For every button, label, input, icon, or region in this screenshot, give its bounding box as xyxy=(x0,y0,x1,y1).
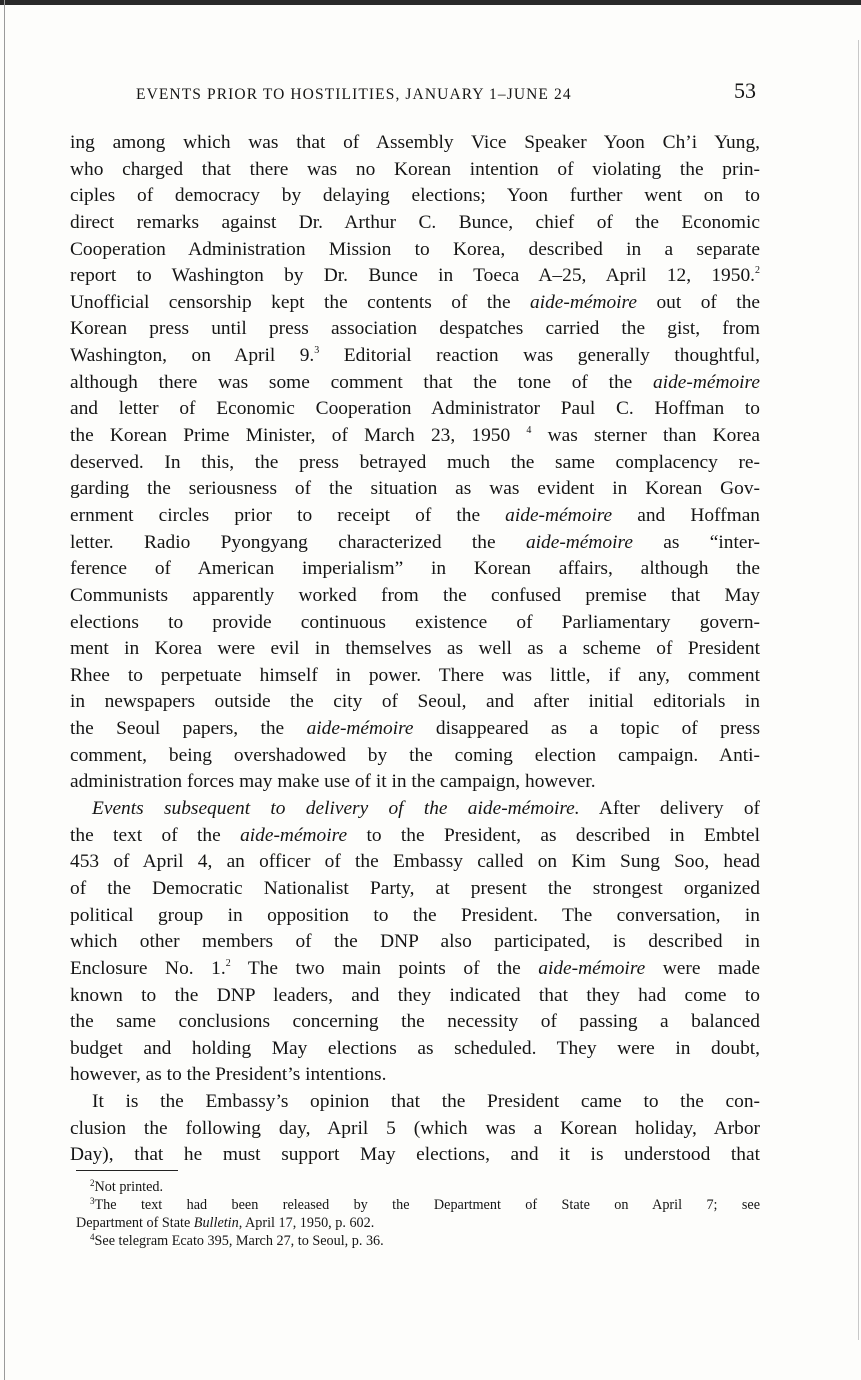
text-line: the same conclusions concerning the necessity of passing a balanced xyxy=(70,1011,760,1033)
text-line xyxy=(70,290,760,317)
footnote xyxy=(76,1232,760,1250)
footnote xyxy=(76,1196,760,1214)
text-line: of the Democratic Nationalist Party, at present the strongest organized xyxy=(70,877,760,899)
text-line: ciples of democracy by delaying elections; Yoon further went on to xyxy=(70,185,760,207)
footnote-text: See telegram Ecato 395, March 27, to Seoul, p. 36. xyxy=(94,1233,384,1249)
line-text: letter. Radio Pyongyang characterized the xyxy=(70,531,526,553)
page-left-edge xyxy=(4,0,5,1380)
text-line xyxy=(70,956,760,983)
line-text: out of the xyxy=(637,291,760,313)
text-line: and letter of Economic Cooperation Administrator Paul C. Hoffman to xyxy=(70,398,760,420)
italic-term: aide-mémoire xyxy=(525,531,633,553)
footnote-mark: 4 xyxy=(90,1232,95,1242)
line-text: the Seoul papers, the xyxy=(70,718,307,740)
italic-term: aide-mémoire xyxy=(530,291,637,313)
footnote xyxy=(76,1178,760,1196)
italic-term: aide-mémoire xyxy=(306,718,414,740)
line-text: Editorial reaction was generally thoughtful, xyxy=(319,345,760,367)
line-text: to the President, as described in Embtel xyxy=(347,824,760,846)
footnote-text: The text had been released by the Department of State on April 7; see xyxy=(94,1197,760,1213)
text-line: direct remarks against Dr. Arthur C. Bunce, chief of the Economic xyxy=(70,211,760,233)
text-line: ment in Korea were evil in themselves as well as a scheme of President xyxy=(70,638,760,660)
text-line: Day), that he must support May elections, and it is understood that xyxy=(70,1144,760,1166)
text-line xyxy=(70,823,760,850)
footnote-rule xyxy=(76,1170,178,1171)
text-line: which other members of the DNP also participated, is described in xyxy=(70,931,760,953)
line-text: After delivery of xyxy=(579,798,760,820)
footnote-mark: 2 xyxy=(90,1178,95,1188)
line-text: report to Washington by Dr. Bunce in Toeca A–25, April 12, 1950. xyxy=(70,265,755,287)
text-line: ing among which was that of Assembly Vice Speaker Yoon Ch’i Yung, xyxy=(70,132,760,153)
footnote-ref: 2 xyxy=(755,265,760,277)
footnotes xyxy=(76,1178,760,1250)
text-line: administration forces may make use of it in the campaign, however. xyxy=(70,771,596,793)
text-line: deserved. In this, the press betrayed much the same complacency re- xyxy=(70,451,760,473)
text-line: known to the DNP leaders, and they indicated that they had come to xyxy=(70,984,760,1006)
text-line: ference of American imperialism” in Korean affairs, although the xyxy=(70,558,760,580)
text-line: clusion the following day, April 5 (which was a Korean holiday, Arbor xyxy=(70,1117,760,1139)
text-line: Cooperation Administration Mission to Korea, described in a separate xyxy=(70,238,760,260)
text-line xyxy=(70,716,760,743)
line-text: disappeared as a topic of press xyxy=(413,718,760,740)
line-text: as “inter- xyxy=(632,531,760,553)
line-text: The two main points of the xyxy=(230,957,539,979)
line-text: Washington, on April 9. xyxy=(70,345,315,367)
text-line: 453 of April 4, an officer of the Embassy called on Kim Sung Soo, head xyxy=(70,851,760,873)
footnote-ref: 3 xyxy=(314,345,320,357)
italic-term: aide-mémoire xyxy=(653,371,760,393)
text-line: who charged that there was no Korean intention of violating the prin- xyxy=(70,158,760,180)
text-line xyxy=(70,370,760,397)
text-line: elections to provide continuous existence of Parliamentary govern- xyxy=(70,611,760,633)
line-text: although there was some comment that the tone of the xyxy=(70,371,654,393)
text-line xyxy=(70,263,760,290)
running-head: EVENTS PRIOR TO HOSTILITIES, JANUARY 1–JUNE 24 xyxy=(136,86,572,103)
text-line xyxy=(70,530,760,557)
page-right-edge xyxy=(858,40,859,1340)
text-line: It is the Embassy’s opinion that the President came to the con- xyxy=(92,1091,760,1113)
text-line: however, as to the President’s intentions. xyxy=(70,1064,387,1086)
line-text: were made xyxy=(645,957,760,979)
body-text xyxy=(70,130,760,1169)
line-text: ernment circles prior to receipt of the xyxy=(70,504,506,526)
section-heading: Events subsequent to delivery of the aide-mémoire. xyxy=(92,798,580,820)
page-top-border xyxy=(0,0,861,5)
text-line: garding the seriousness of the situation as was evident in Korean Gov- xyxy=(70,478,760,500)
page-number: 53 xyxy=(734,78,756,103)
footnote-text: Department of State xyxy=(76,1215,194,1231)
line-text: Unofficial censorship kept the contents of the xyxy=(70,291,531,313)
italic-term: aide-mémoire xyxy=(538,957,646,979)
line-text: was sterner than Korea xyxy=(531,425,760,447)
footnote-text: Not printed. xyxy=(94,1179,164,1195)
italic-term: Bulletin xyxy=(193,1215,239,1231)
line-text: Enclosure No. 1. xyxy=(70,957,226,979)
footnote-ref: 4 xyxy=(526,425,532,437)
text-line: Korean press until press association despatches carried the gist, from xyxy=(70,318,760,340)
text-line: budget and holding May elections as scheduled. They were in doubt, xyxy=(70,1037,760,1059)
text-line xyxy=(70,343,760,370)
line-text: and Hoffman xyxy=(612,504,760,526)
text-line xyxy=(70,423,760,450)
footnote-mark: 3 xyxy=(90,1196,95,1206)
italic-term: aide-mémoire xyxy=(240,824,348,846)
text-line xyxy=(70,796,760,823)
footnote-ref: 2 xyxy=(225,957,231,969)
text-line: comment, being overshadowed by the coming election campaign. Anti- xyxy=(70,744,760,766)
footnote-continuation xyxy=(76,1214,760,1232)
text-line: Rhee to perpetuate himself in power. There was little, if any, comment xyxy=(70,664,760,686)
line-text: the Korean Prime Minister, of March 23, 1950 xyxy=(70,425,527,447)
line-text: the text of the xyxy=(70,824,241,846)
text-line: in newspapers outside the city of Seoul, and after initial editorials in xyxy=(70,691,760,713)
text-line: Communists apparently worked from the confused premise that May xyxy=(70,584,760,606)
page-header xyxy=(70,76,760,110)
text-line: political group in opposition to the President. The conversation, in xyxy=(70,904,760,926)
italic-term: aide-mémoire xyxy=(505,504,613,526)
footnote-text: , April 17, 1950, p. 602. xyxy=(238,1215,375,1231)
text-line xyxy=(70,503,760,530)
